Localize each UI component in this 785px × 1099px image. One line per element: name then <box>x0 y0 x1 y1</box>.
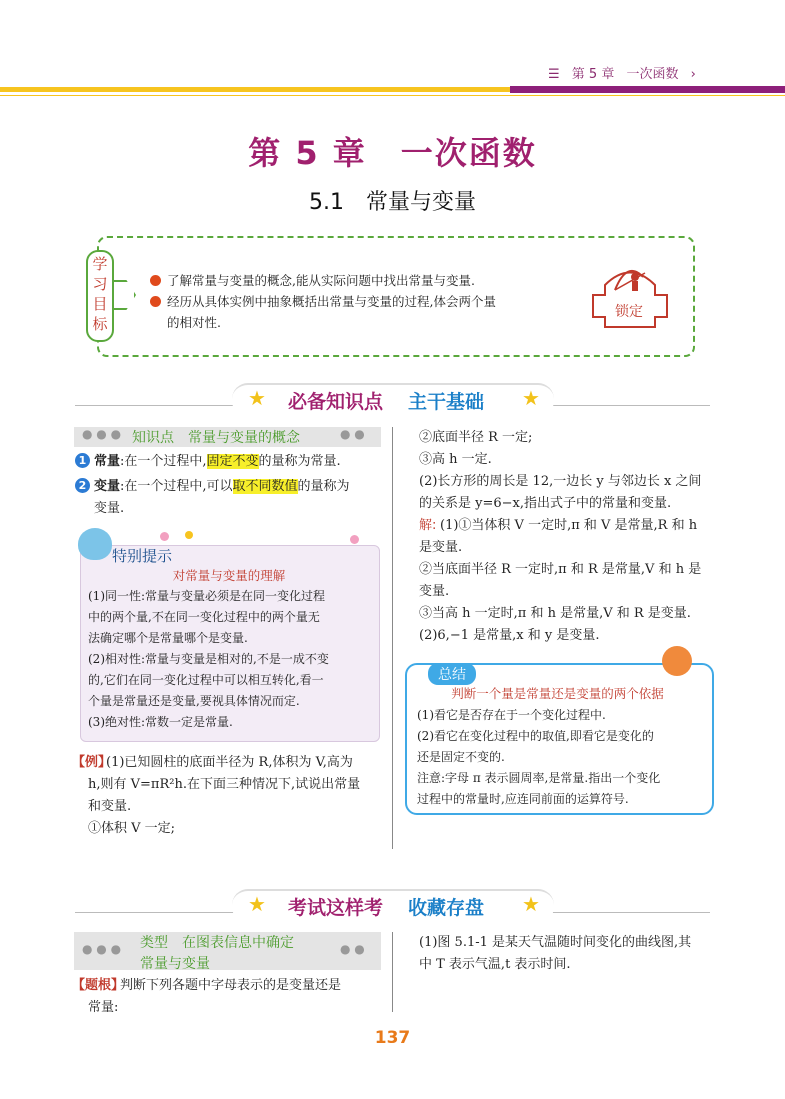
right2-line: (1)图 5.1-1 是某天气温随时间变化的曲线图,其 <box>419 935 692 950</box>
tip-line: 法确定哪个是常量哪个是变量. <box>88 631 248 645</box>
question-tag: 【题根】 <box>72 978 125 993</box>
band-pill <box>232 889 554 923</box>
tip-line: 的,它们在同一变化过程中可以相互转化,看一 <box>88 673 324 687</box>
bullet-icon <box>150 275 161 286</box>
star-icon: ★ <box>522 892 540 916</box>
bullet-icon <box>150 296 161 307</box>
dots-decoration: ● ● ● <box>82 427 122 441</box>
tip-subtitle: 对常量与变量的理解 <box>172 568 286 583</box>
solution-line: ②当底面半径 R 一定时,π 和 R 是常量,V 和 h 是 <box>419 562 702 577</box>
band2-title-left: 考试这样考 <box>288 897 384 919</box>
archery-target-icon <box>585 255 675 335</box>
tip-heading: 特别提示 <box>112 547 173 565</box>
band-title-right: 主干基础 <box>408 391 485 413</box>
tip-line: 个量是常量还是变量,要视具体情况而定. <box>88 694 300 708</box>
dots-decoration: ● ● ● <box>82 942 122 956</box>
band2-title-right: 收藏存盘 <box>408 897 485 919</box>
star-icon: ★ <box>248 386 266 410</box>
summary-line: 还是固定不变的. <box>417 750 505 764</box>
definition-variable: 2 变量:在一个过程中,可以取不同数值的量称为 <box>75 476 385 498</box>
example-line: (1)已知圆柱的底面半径为 R,体积为 V,高为 <box>106 755 353 770</box>
column-divider <box>392 932 393 1012</box>
solution-line: 变量. <box>419 584 450 599</box>
right-line: (2)长方形的周长是 12,一边长 y 与邻边长 x 之间 <box>419 474 702 489</box>
tip-line: (1)同一性:常量与变量必须是在同一变化过程 <box>88 589 326 603</box>
right-line: ②底面半径 R 一定; <box>419 430 533 445</box>
badge-label: 锁定 <box>615 304 643 320</box>
header-chapter-label: 第 5 章 <box>571 67 615 82</box>
target-lock-badge <box>585 255 675 335</box>
tip-line: (2)相对性:常量与变量是相对的,不是一成不变 <box>88 652 329 666</box>
star-icon: ★ <box>248 892 266 916</box>
objective-item: 经历从具体实例中抽象概括出常量与变量的过程,体会两个量 <box>150 291 560 312</box>
example-line: 和变量. <box>88 799 132 814</box>
summary-tag: 总结 <box>428 663 476 685</box>
header-rule <box>0 95 785 96</box>
bubble-decoration <box>160 532 169 541</box>
summary-line: (2)看它在变化过程中的取值,即看它是变化的 <box>417 729 654 743</box>
header-chapter-name: 一次函数 <box>626 67 679 82</box>
bubble-decoration <box>350 535 359 544</box>
definition-variable-cont: 变量. <box>94 501 125 516</box>
objective-item-cont: 的相对性. <box>167 315 221 330</box>
right-line: ③高 h 一定. <box>419 452 492 467</box>
section-title: 5.1 常量与变量 <box>309 190 476 215</box>
band-title-left: 必备知识点 <box>288 391 384 413</box>
question-line: 判断下列各题中字母表示的是变量还是 <box>120 978 342 993</box>
solution-line: 是变量. <box>419 540 463 555</box>
chapter-title: 第 5 章 一次函数 <box>248 134 537 172</box>
tip-line: 中的两个量,不在同一变化过程中的两个量无 <box>88 610 320 624</box>
chevron-right-icon[interactable]: › <box>690 67 696 82</box>
dots-decoration: ● ● <box>340 942 365 956</box>
summary-line: 过程中的常量时,应连同前面的运算符号. <box>417 792 629 806</box>
right-line: 的关系是 y=6−x,指出式子中的常量和变量. <box>419 496 672 511</box>
question-line: 常量: <box>88 1000 119 1015</box>
star-icon: ★ <box>522 386 540 410</box>
objectives-tag: 学习目标 <box>86 250 114 342</box>
summary-line: (1)看它是否存在于一个变化过程中. <box>417 708 606 722</box>
number-badge: 1 <box>75 453 90 468</box>
summary-subtitle: 判断一个量是常量还是变量的两个依据 <box>451 686 664 701</box>
example-tag: 【例】 <box>72 755 112 770</box>
summary-line: 注意:字母 π 表示圆周率,是常量.指出一个变化 <box>417 771 661 785</box>
solution-line: (2)6,−1 是常量,x 和 y 是变量. <box>419 628 600 643</box>
page-number: 137 <box>374 1028 411 1048</box>
knowledge-point-title: 知识点 常量与变量的概念 <box>132 430 300 446</box>
band-pill <box>232 383 554 417</box>
running-header <box>548 63 704 82</box>
definition-constant: 1 常量:在一个过程中,固定不变的量称为常量. <box>75 451 385 473</box>
example-sub: ①体积 V 一定; <box>88 821 176 836</box>
fox-mascot-icon <box>662 646 692 676</box>
example-line: h,则有 V=πR²h.在下面三种情况下,试说出常量 <box>88 777 361 792</box>
right2-line: 中 T 表示气温,t 表示时间. <box>419 957 571 972</box>
number-badge: 2 <box>75 478 90 493</box>
solution-line: (1)①当体积 V 一定时,π 和 V 是常量,R 和 h <box>440 518 698 533</box>
type-title: 类型 在图表信息中确定 <box>140 935 294 951</box>
header-bar-purple <box>510 86 785 93</box>
list-icon[interactable]: ☰ <box>548 67 560 82</box>
solution-line: ③当高 h 一定时,π 和 h 是常量,V 和 R 是变量. <box>419 606 691 621</box>
type-title-cont: 常量与变量 <box>140 956 210 972</box>
objective-item: 了解常量与变量的概念,能从实际问题中找出常量与变量. <box>150 270 560 291</box>
elephant-mascot-icon <box>78 528 112 560</box>
tip-line: (3)绝对性:常数一定是常量. <box>88 715 233 729</box>
column-divider <box>392 427 393 849</box>
header-bar-yellow <box>0 87 510 92</box>
bubble-decoration <box>185 531 193 539</box>
solution-tag: 解: <box>419 518 437 533</box>
dots-decoration: ● ● <box>340 427 365 441</box>
